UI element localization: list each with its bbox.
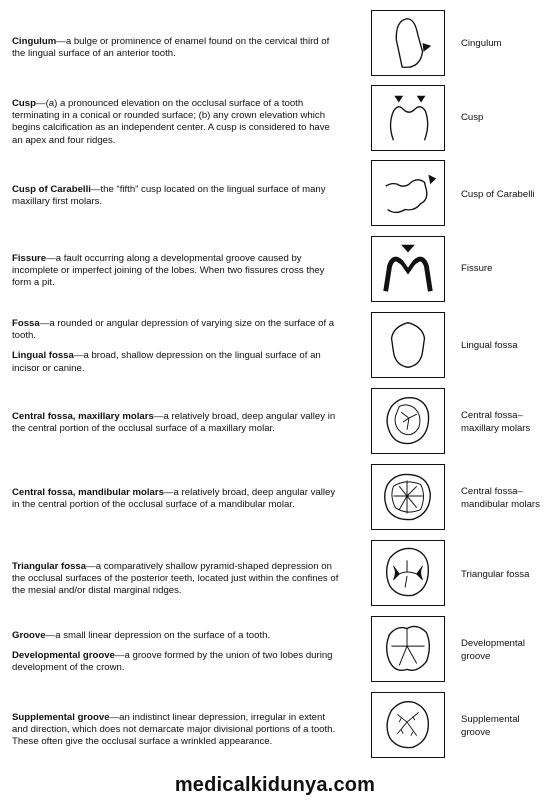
definition-central-fossa-maxillary — [12, 411, 342, 443]
lingual-fossa-tooth-icon — [372, 313, 444, 377]
term: Cingulum — [12, 36, 57, 47]
term-text: —a broad, shallow depression on the lingual surface of an incisor or canine. — [12, 350, 321, 374]
definition-central-fossa-mandibular — [12, 487, 342, 519]
caption-mandibular-molar: Central fossa– mandibular molars — [461, 486, 540, 510]
maxillary-molar-icon — [372, 389, 444, 453]
footer-site: medicalkidunya.com — [174, 774, 376, 796]
term: Central fossa, mandibular molars — [12, 487, 164, 498]
caption-fissure: Fissure — [461, 263, 493, 274]
term: Cusp — [12, 98, 36, 109]
triangular-fossa-tooth-icon — [372, 541, 444, 605]
cingulum-tooth-icon — [372, 11, 444, 75]
caption-cusp: Cusp — [461, 112, 484, 123]
term-text: —a fault occurring along a developmental groove caused by incomplete or imperfect joining of the lobes. When two fissures cross they form a pit. — [12, 253, 325, 289]
term-text: —an indistinct linear depression, irregular in extent and direction, which does not demarcate major divisional portions of a tooth. These often give the occlusal surface a wrinkled appearance. — [12, 712, 336, 748]
term: Central fossa, maxillary molars — [12, 411, 154, 422]
caption-lingual-fossa: Lingual fossa — [461, 340, 518, 351]
term: Groove — [12, 630, 46, 641]
term: Lingual fossa — [12, 350, 74, 362]
definition-fissure — [12, 253, 342, 298]
term-text: —a relatively broad, deep angular valley in the central portion of the occlusal surface of a maxillary molar. — [12, 411, 336, 435]
fissure-tooth-icon — [372, 237, 444, 301]
term-text: —a relatively broad, deep angular valley in the central portion of the occlusal surface of a mandibular molar. — [12, 487, 336, 511]
definition-fossa — [12, 318, 342, 383]
definition-supplemental-groove — [12, 712, 342, 757]
figure-box-carabelli — [371, 160, 445, 226]
figure-box-developmental-groove — [371, 616, 445, 682]
term-text: —a groove formed by the union of two lobes during development of the crown. — [12, 650, 333, 674]
definition-carabelli — [12, 184, 342, 216]
cusp-tooth-icon — [372, 86, 444, 150]
term: Triangular fossa — [12, 561, 87, 572]
figure-box-cusp — [371, 85, 445, 151]
figure-box-triangular-fossa — [371, 540, 445, 606]
term: Fossa — [12, 318, 40, 329]
figure-box-lingual-fossa — [371, 312, 445, 378]
term: Cusp of Carabelli — [12, 184, 91, 195]
term-text: —a small linear depression on the surface of a tooth. — [45, 630, 271, 641]
term-text: —a rounded or angular depression of varying size on the surface of a tooth. — [12, 318, 335, 342]
caption-carabelli: Cusp of Carabelli — [461, 189, 535, 200]
caption-cingulum: Cingulum — [461, 38, 502, 49]
mandibular-molar-icon — [372, 465, 444, 529]
figure-box-supplemental-groove — [371, 692, 445, 758]
caption-developmental-groove: Developmental groove — [461, 638, 525, 662]
caption-maxillary-molar: Central fossa– maxillary molars — [461, 410, 531, 434]
definition-groove — [12, 630, 342, 683]
term-text: —a bulge or prominence of enamel found on the cervical third of the lingual surface of an anterior tooth. — [12, 36, 330, 60]
term-text: —a comparatively shallow pyramid-shaped depression on the occlusal surfaces of the posterior teeth, located just within the confines of the mesial and/or distal marginal ridges. — [12, 561, 339, 597]
definition-cusp — [12, 98, 342, 155]
definition-triangular-fossa — [12, 561, 342, 606]
figure-box-maxillary-molar — [371, 388, 445, 454]
figure-box-mandibular-molar — [371, 464, 445, 530]
caption-triangular-fossa: Triangular fossa — [461, 569, 530, 580]
term: Developmental groove — [12, 650, 115, 662]
figure-box-cingulum — [371, 10, 445, 76]
term-text: —(a) a pronounced elevation on the occlusal surface of a tooth terminating in a conical or rounded surface; (b) any crown elevation which begins calcification as an independent center. A cusp is considered to have an apex and four ridges. — [12, 98, 330, 146]
term: Supplemental groove — [12, 712, 110, 723]
figure-box-fissure — [371, 236, 445, 302]
term-text: —the “fifth” cusp located on the lingual surface of many maxillary first molars. — [12, 184, 326, 208]
term: Fissure — [12, 253, 47, 264]
caption-supplemental-groove: Supplemental groove — [461, 714, 520, 738]
definition-cingulum — [12, 36, 342, 68]
carabelli-tooth-icon — [372, 161, 444, 225]
supplemental-groove-tooth-icon — [372, 693, 444, 757]
developmental-groove-tooth-icon — [372, 617, 444, 681]
